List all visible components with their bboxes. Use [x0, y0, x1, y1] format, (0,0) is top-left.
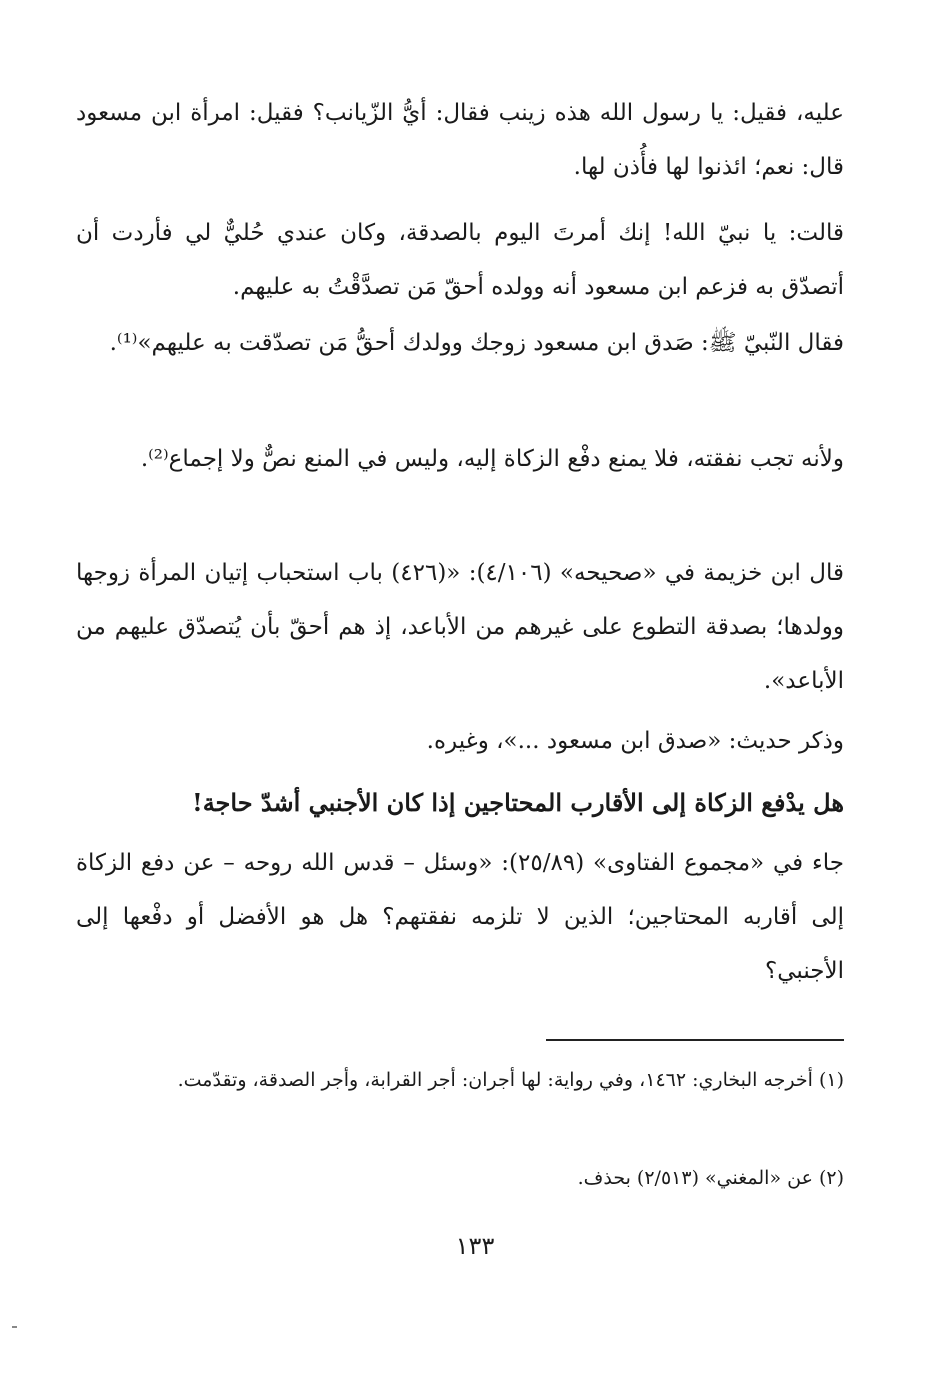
- paragraph-fatawa-question: جاء في «مجموع الفتاوى» (٢٥/٨٩): «وسئل – قدس الله روحه – عن دفع الزكاة إلى أقاربه المحتاجين؛ الذين لا تلزمه نفقتهم؟ هل هو الأفضل أو دفْعها إلى الأجنبي؟: [76, 850, 844, 984]
- scan-speck: [12, 1326, 17, 1328]
- paragraph-nafaqa-argument: ولأنه تجب نفقته، فلا يمنع دفْع الزكاة إليه، وليس في المنع نصٌّ ولا إجماع⁽²⁾.: [140, 446, 844, 472]
- section-heading: هل يدْفع الزكاة إلى الأقارب المحتاجين إذا كان الأجنبي أشدّ حاجة!: [192, 788, 844, 817]
- paragraph-zaynab-question: قالت: يا نبيّ الله! إنك أمرتَ اليوم بالصدقة، وكان عندي حُليٌّ لي فأردت أن أتصدّق به فزعم ابن مسعود أنه وولده أحقّ مَن تصدَّقْتُ به عليهم.: [76, 220, 844, 300]
- paragraph-prophet-answer: فقال النّبيّ ﷺ: صَدق ابن مسعود زوجك وولدك أحقُّ مَن تصدّقت به عليهم»⁽¹⁾.: [109, 330, 844, 356]
- footnote-divider: [546, 1039, 844, 1041]
- paragraph-zaynab-reply: عليه، فقيل: يا رسول الله هذه زينب فقال: أيُّ الزّيانب؟ فقيل: امرأة ابن مسعود قال: نعم؛ ائذنوا لها فأُذن لها.: [76, 100, 844, 180]
- paragraph-hadith-mention: وذكر حديث: «صدق ابن مسعود ...»، وغيره.: [426, 728, 844, 754]
- page-number: ١٣٣: [455, 1232, 495, 1260]
- footnote-2: (٢) عن «المغني» (٢/٥١٣) بحذف.: [577, 1167, 844, 1189]
- footnote-1: (١) أخرجه البخاري: ١٤٦٢، وفي رواية: لها أجران: أجر القرابة، وأجر الصدقة، وتقدّمت.: [177, 1069, 844, 1091]
- paragraph-ibn-khuzayma: قال ابن خزيمة في «صحيحه» (٤/١٠٦): «(٤٢٦) باب استحباب إتيان المرأة زوجها وولدها؛ بصدقة التطوع على غيرهم من الأباعد، إذ هم أحقّ بأن يُتصدّق عليهم من الأباعد».: [76, 560, 844, 694]
